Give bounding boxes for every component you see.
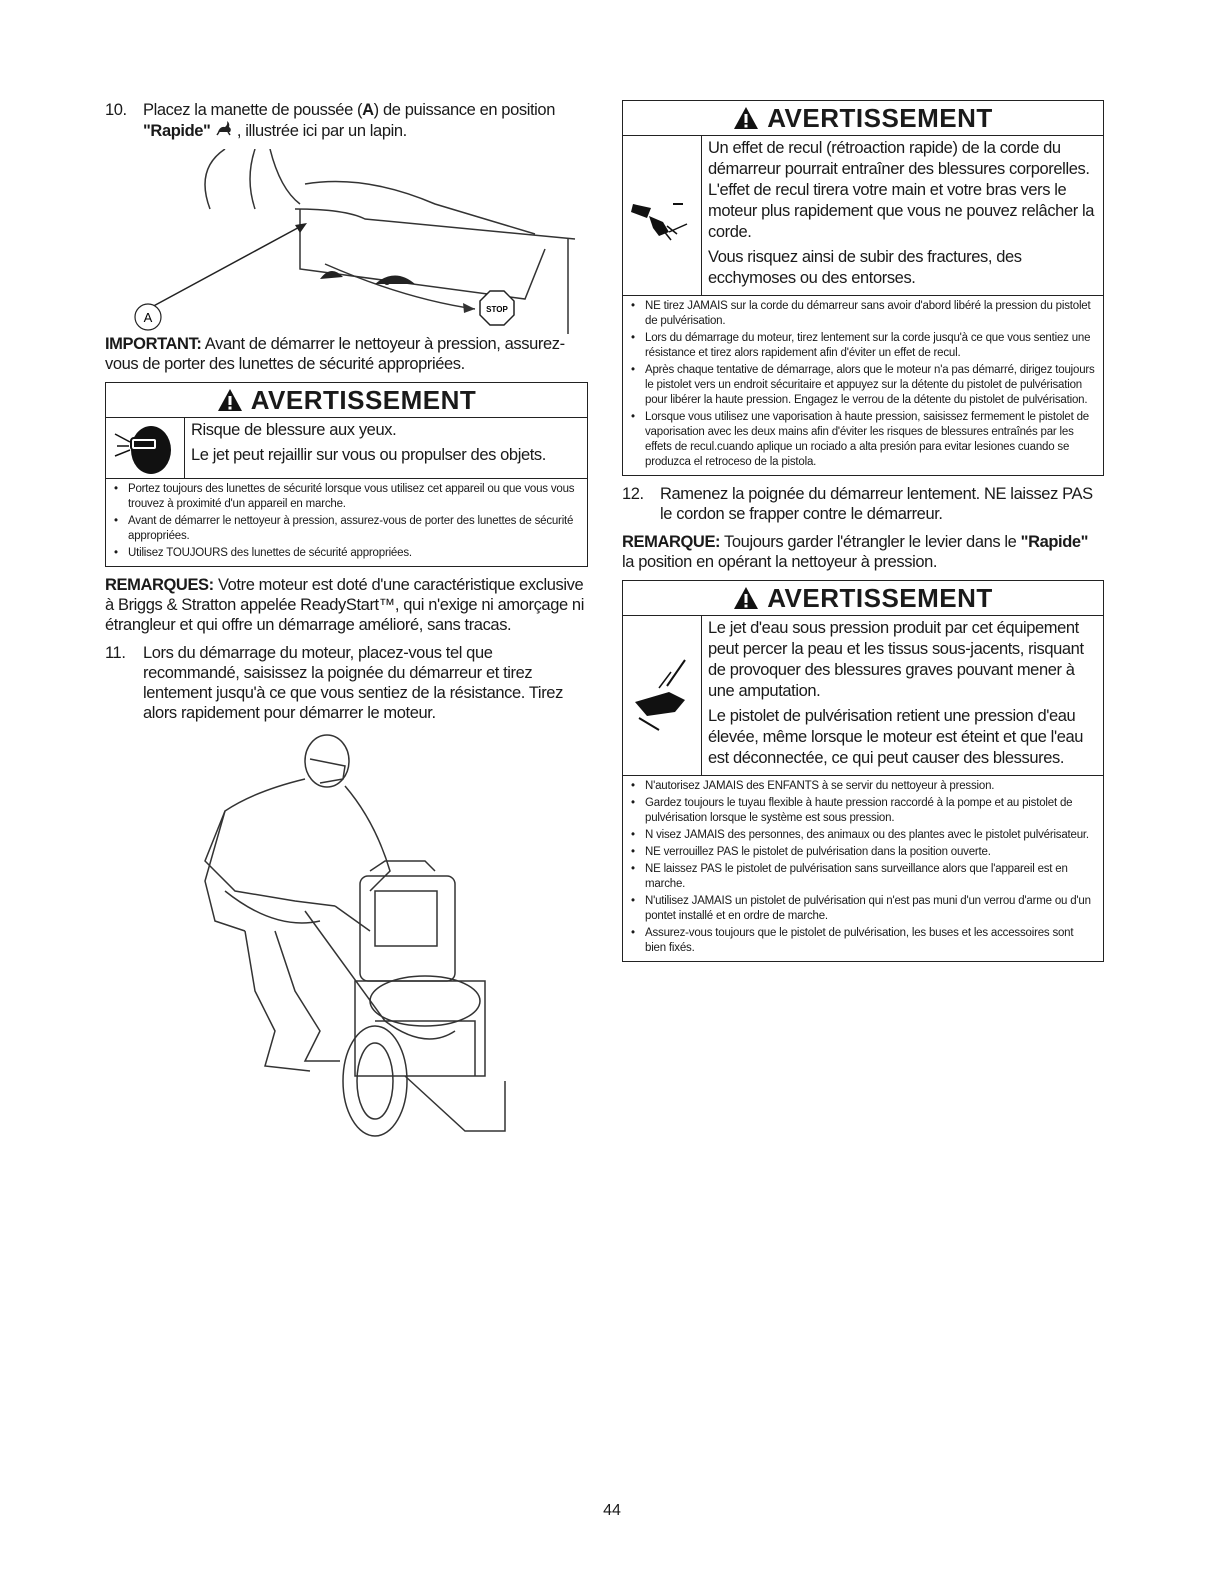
warning-list	[623, 296, 1103, 475]
list-item: • Utilisez TOUJOURS des lunettes de sécurité appropriées.	[128, 546, 581, 561]
step-number: 12.	[622, 485, 644, 503]
list-item: • NE verrouillez PAS le pistolet de pulvérisation dans la position ouverte.	[645, 845, 1097, 860]
throttle-figure	[105, 149, 588, 334]
right-column	[622, 100, 1104, 970]
warning-title: AVERTISSEMENT	[623, 101, 1103, 136]
kickback-hazard-icon	[623, 136, 702, 295]
remarque-note: REMARQUE: Toujours garder l'étrangler le levier dans le "Rapide" la position en opérant la nettoyeur à pression.	[622, 533, 1089, 571]
warning-triangle-icon	[733, 106, 759, 130]
list-item: • Après chaque tentative de démarrage, alors que le moteur n'a pas démarré, dirigez toujours le pistolet vers un endroit sécuritaire et appuyez sur la détente du pistolet de pulvérisation pour libérer la haute pression. Engagez le verrou de la détente du pistolet de pulvérisation.	[645, 363, 1097, 408]
warning-triangle-icon	[733, 586, 759, 610]
warning-box-eye: AVERTISSEMENT Risque de blessure aux yeux. Le jet peut rejaillir sur vous ou propulser des objets. • Portez toujours des lunettes de sécurité lorsque vous utilisez cet appareil ou que vous vous trouvez à proximité d'un appareil en marche. • Avant de démarrer le nettoyeur à pression, assurez-vous de porter des lunettes de sécurité appropriées. • Utilisez TOUJOURS des lunettes de sécurité appropriées.	[105, 382, 588, 567]
list-item: • Portez toujours des lunettes de sécurité lorsque vous utilisez cet appareil ou que vous vous trouvez à proximité d'un appareil en marche.	[128, 482, 581, 512]
step-11: 11. Lors du démarrage du moteur, placez-vous tel que recommandé, saisissez la poignée du démarreur et tirez lentement jusqu'à ce que vous sentiez de la résistance. Tirez alors rapidement pour démarrer le moteur.	[105, 644, 563, 722]
callout-a: A	[143, 310, 153, 325]
list-item: • Lors du démarrage du moteur, tirez lentement sur la corde jusqu'à ce que vous sentiez une résistance et tirez alors rapidement afin d'éviter un effet de recul.	[645, 331, 1097, 361]
list-item: • Gardez toujours le tuyau flexible à haute pression raccordé à la pompe et au pistolet de pulvérisation lorsque le système est sous pression.	[645, 796, 1097, 826]
list-item: • Lorsque vous utilisez une vaporisation à haute pression, saisissez fermement le pistolet de vaporisation avec les deux mains afin d'éviter les risques de blessures entraînés par les effets de recul.cuando aplique un rociado a alta presión para evitar lesiones cuando se produzca el retroceso de la pistola.	[645, 410, 1097, 470]
important-note: IMPORTANT: Avant de démarrer le nettoyeur à pression, assurez-vous de porter des lunettes de sécurité appropriées.	[105, 335, 565, 373]
warning-box-kickback: AVERTISSEMENT Un effet de recul (rétroaction rapide) de la corde du démarreur pourrait entraîner des blessures corporelles. L'effet de recul tirera votre main et votre bras vers le moteur plus rapidement que vous ne pouvez relâcher la corde. Vous risquez ainsi de subir des fractures, des ecchymoses ou des entorses. • NE tirez JAMAIS sur la corde du démarreur sans avoir d'abord libéré la pression du pistolet de pulvérisation. • Lors du démarrage du moteur, tirez lentement sur la corde jusqu'à ce que vous sentiez une résistance et tirez alors rapidement afin d'éviter un effet de recul. • Après chaque tentative de démarrage, alors que le moteur n'a pas démarré, dirigez toujours le pistolet vers un endroit sécuritaire et appuyez sur la détente du pistolet de pulvérisation pour libérer la haute pression. Engagez le verrou de la détente du pistolet de pulvérisation. • Lorsque vous utilisez une vaporisation à haute pression, saisissez fermement le pistolet de vaporisation avec les deux mains afin d'éviter les risques de blessures entraînés par les effets de recul.cuando aplique un rociado a alta presión para evitar lesiones cuando se produzca el retroceso de la pistola.	[622, 100, 1104, 476]
list-item: • N visez JAMAIS des personnes, des animaux ou des plantes avec le pistolet pulvérisateur.	[645, 828, 1097, 843]
warning-title: AVERTISSEMENT	[623, 581, 1103, 616]
warning-triangle-icon	[217, 388, 243, 412]
rabbit-icon	[215, 122, 237, 140]
step-12: 12. Ramenez la poignée du démarreur lentement. NE laissez PAS le cordon se frapper contre le démarreur.	[622, 485, 1093, 523]
eye-protection-icon	[106, 418, 185, 478]
list-item: • NE tirez JAMAIS sur la corde du démarreur sans avoir d'abord libéré la pression du pistolet de pulvérisation.	[645, 299, 1097, 329]
warning-box-injection: AVERTISSEMENT Le jet d'eau sous pression produit par cet équipement peut percer la peau et les tissus sous-jacents, risquant de provoquer des blessures graves pouvant mener à une amputation. Le pistolet de pulvérisation retient une pression d'eau élevée, même lorsque le moteur est éteint et que l'eau est déconnectée, ce qui peut causer des blessures. • N'autorisez JAMAIS des ENFANTS à se servir du nettoyeur à pression. • Gardez toujours le tuyau flexible à haute pression raccordé à la pompe et au pistolet de pulvérisation lorsque le système est sous pression. • N visez JAMAIS des personnes, des animaux ou des plantes avec le pistolet pulvérisateur. • NE verrouillez PAS le pistolet de pulvérisation dans la position ouverte. • NE laissez PAS le pistolet de pulvérisation sans surveillance alors que l'appareil est en marche. • N'utilisez JAMAIS un pistolet de pulvérisation qui n'est pas muni d'un verrou d'arme ou d'un pontet installé et en ordre de marche. • Assurez-vous toujours que le pistolet de pulvérisation, les buses et les accessoires sont bien fixés.	[622, 580, 1104, 962]
page-number: 44	[603, 1502, 621, 1519]
list-item: • N'autorisez JAMAIS des ENFANTS à se servir du nettoyeur à pression.	[645, 779, 1097, 794]
warning-list	[106, 479, 587, 566]
warning-title: AVERTISSEMENT	[106, 383, 587, 418]
list-item: • N'utilisez JAMAIS un pistolet de pulvérisation qui n'est pas muni d'un verrou d'arme ou d'un pontet installé et en ordre de marche.	[645, 894, 1097, 924]
remarques-note: REMARQUES: Votre moteur est doté d'une caractéristique exclusive à Briggs & Stratton appelée ReadyStart™, qui n'exige ni amorçage ni étrangleur et qui offre un démarrage amélioré, sans tracas.	[105, 576, 584, 634]
stop-label: STOP	[486, 305, 508, 314]
step-number: 11.	[105, 644, 126, 662]
warning-list	[623, 776, 1103, 961]
operator-starting-engine-illustration	[105, 731, 588, 1201]
list-item: • Assurez-vous toujours que le pistolet de pulvérisation, les buses et les accessoires sont bien fixés.	[645, 926, 1097, 956]
step-10: 10. Placez la manette de poussée (A) de puissance en position "Rapide" , illustrée ici par un lapin.	[105, 101, 555, 140]
step-number: 10.	[105, 101, 127, 119]
list-item: • NE laissez PAS le pistolet de pulvérisation sans surveillance alors que l'appareil est en marche.	[645, 862, 1097, 892]
injection-hazard-icon	[623, 616, 702, 775]
left-column	[105, 100, 588, 1201]
list-item: • Avant de démarrer le nettoyeur à pression, assurez-vous de porter des lunettes de sécurité appropriées.	[128, 514, 581, 544]
